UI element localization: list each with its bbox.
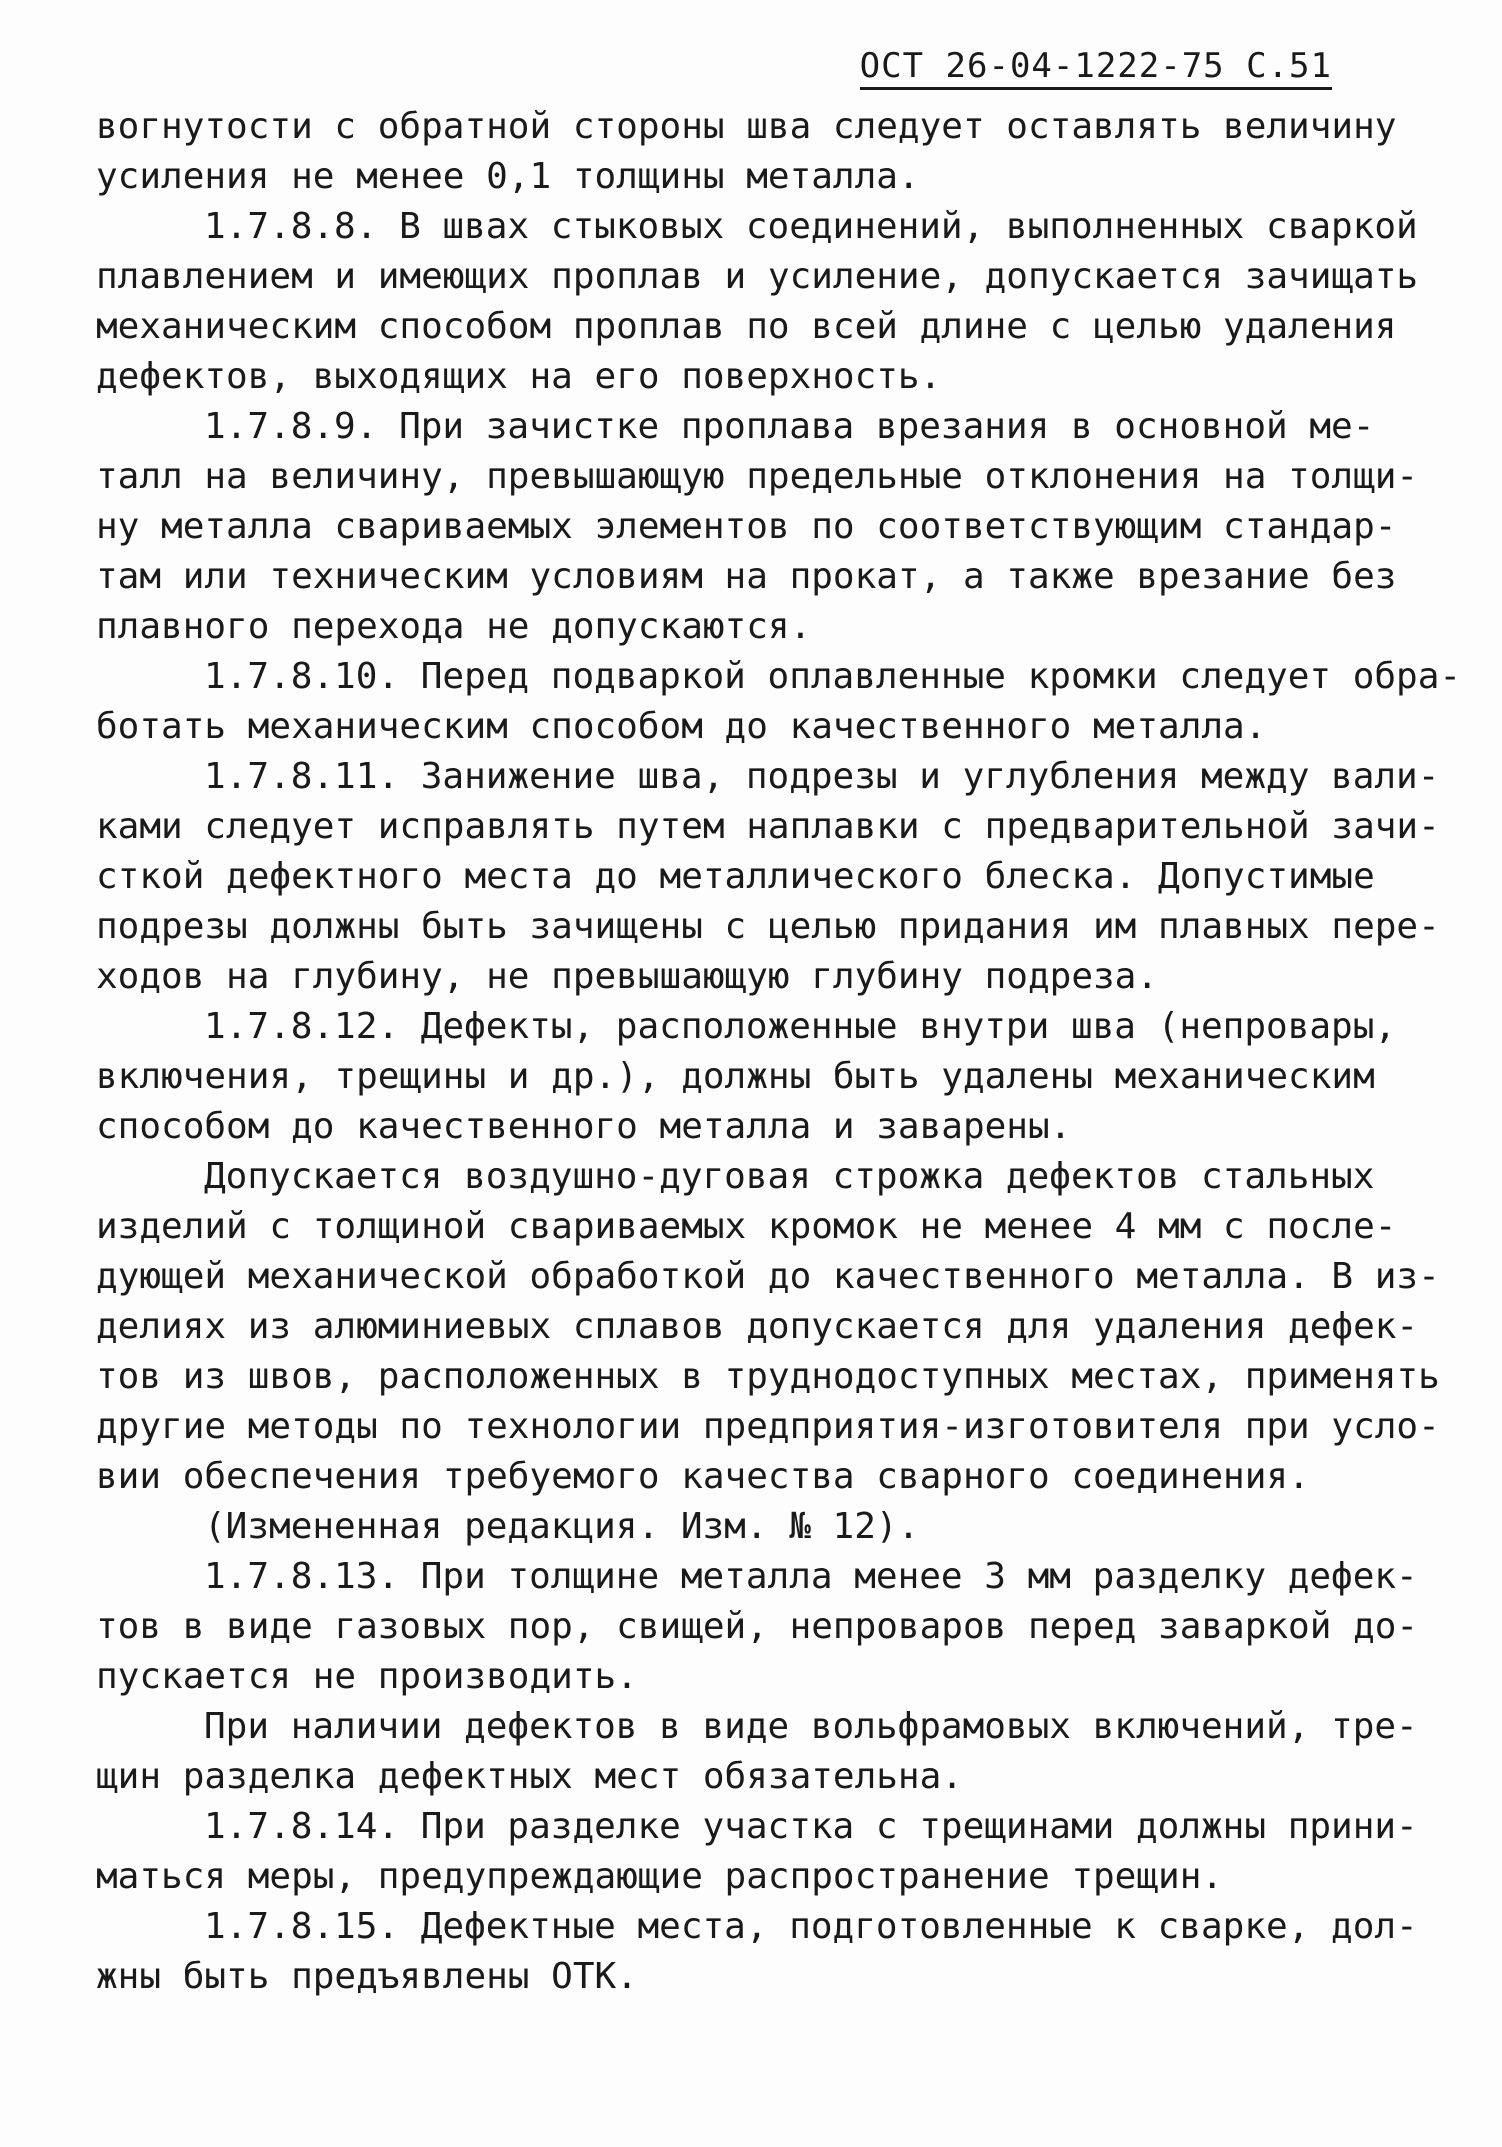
text-line: ботать механическим способом до качественного металла. bbox=[96, 706, 1267, 747]
text-line: подрезы должны быть зачищены с целью придания им плавных пере- bbox=[96, 906, 1440, 947]
text-line: там или техническим условиям на прокат, а также врезание без bbox=[96, 556, 1397, 597]
text-line: усиления не менее 0,1 толщины металла. bbox=[96, 156, 920, 197]
text-line: маться меры, предупреждающие распространение трещин. bbox=[96, 1856, 1224, 1897]
text-line: изделий с толщиной свариваемых кромок не менее 4 мм с после- bbox=[96, 1206, 1397, 1247]
text-line: 1.7.8.12. Дефекты, расположенные внутри шва (непровары, bbox=[204, 1006, 1397, 1047]
text-line: пускается не производить. bbox=[96, 1656, 638, 1697]
text-line: ну металла свариваемых элементов по соответствующим стандар- bbox=[96, 506, 1397, 547]
text-line: При наличии дефектов в виде вольфрамовых включений, тре- bbox=[204, 1706, 1418, 1747]
text-line: вогнутости с обратной стороны шва следует оставлять величину bbox=[96, 106, 1397, 147]
text-line: другие методы по технологии предприятия-изготовителя при усло- bbox=[96, 1406, 1440, 1447]
text-line: 1.7.8.8. В швах стыковых соединений, выполненных сваркой bbox=[204, 206, 1418, 247]
text-line: плавного перехода не допускаются. bbox=[96, 606, 812, 647]
text-line: 1.7.8.11. Занижение шва, подрезы и углубления между вали- bbox=[204, 756, 1440, 797]
document-body bbox=[96, 102, 1462, 2002]
text-line: 1.7.8.15. Дефектные места, подготовленные к сварке, дол- bbox=[204, 1906, 1418, 1947]
text-line: тов из швов, расположенных в труднодоступных местах, применять bbox=[96, 1356, 1440, 1397]
text-line: включения, трещины и др.), должны быть удалены механическим bbox=[96, 1056, 1375, 1097]
text-line: делиях из алюминиевых сплавов допускается для удаления дефек- bbox=[96, 1306, 1419, 1347]
text-line: Допускается воздушно-дуговая строжка дефектов стальных bbox=[204, 1156, 1375, 1197]
text-line: дефектов, выходящих на его поверхность. bbox=[96, 356, 942, 397]
text-line: способом до качественного металла и заварены. bbox=[96, 1106, 1072, 1147]
text-line: ходов на глубину, не превышающую глубину подреза. bbox=[96, 956, 1159, 997]
text-line: 1.7.8.10. Перед подваркой оплавленные кромки следует обра- bbox=[204, 656, 1462, 697]
document-reference-header: ОСТ 26-04-1222-75 С.51 bbox=[860, 48, 1332, 90]
text-line: ками следует исправлять путем наплавки с предварительной зачи- bbox=[96, 806, 1440, 847]
text-line: механическим способом проплав по всей длине с целью удаления bbox=[96, 306, 1397, 347]
text-line: жны быть предъявлены ОТК. bbox=[96, 1956, 638, 1997]
text-line: щин разделка дефектных мест обязательна. bbox=[96, 1756, 963, 1797]
text-line: сткой дефектного места до металлического блеска. Допустимые bbox=[96, 856, 1375, 897]
text-line: вии обеспечения требуемого качества сварного соединения. bbox=[96, 1456, 1310, 1497]
text-line: тов в виде газовых пор, свищей, непроваров перед заваркой до- bbox=[96, 1606, 1419, 1647]
text-line: дующей механической обработкой до качественного металла. В из- bbox=[96, 1256, 1440, 1297]
text-line: 1.7.8.14. При разделке участка с трещинами должны прини- bbox=[204, 1806, 1418, 1847]
text-line: плавлением и имеющих проплав и усиление, допускается зачищать bbox=[96, 256, 1419, 297]
text-line: (Измененная редакция. Изм. № 12). bbox=[204, 1506, 920, 1547]
text-line: талл на величину, превышающую предельные отклонения на толщи- bbox=[96, 456, 1419, 497]
text-line: 1.7.8.13. При толщине металла менее 3 мм разделку дефек- bbox=[204, 1556, 1418, 1597]
text-line: 1.7.8.9. При зачистке проплава врезания в основной ме- bbox=[204, 406, 1375, 447]
